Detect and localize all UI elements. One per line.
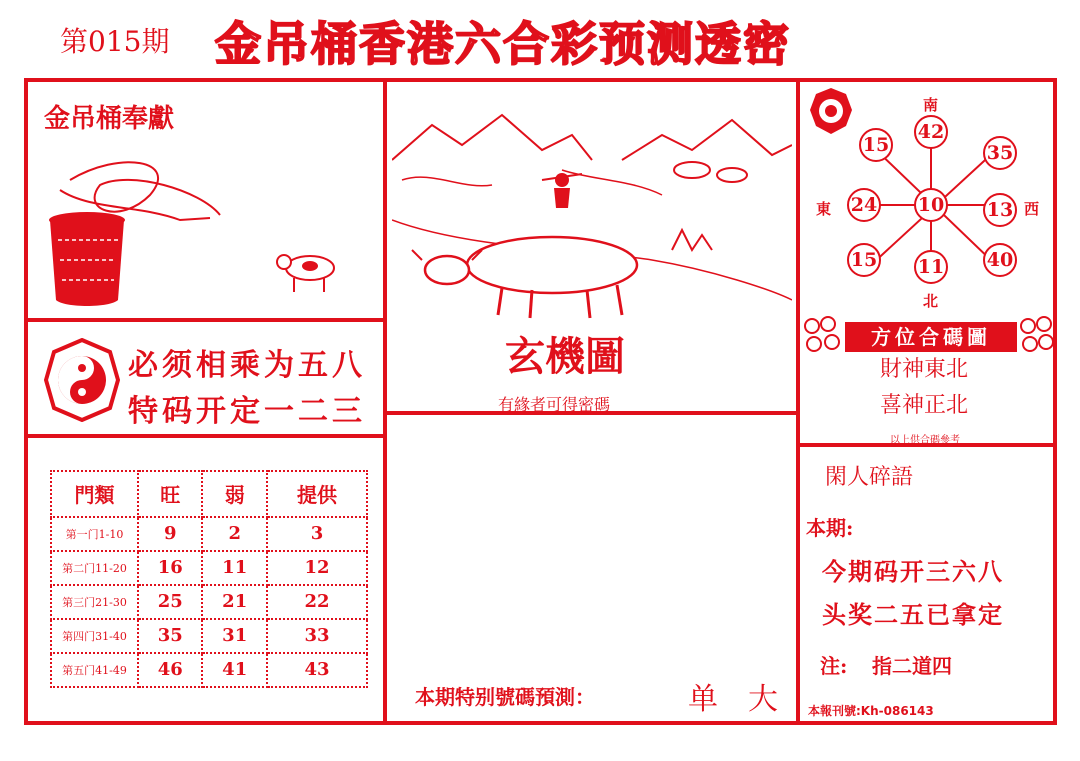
flower-icon xyxy=(800,314,848,358)
row-label: 第一门1-10 xyxy=(51,517,138,551)
cell-wang: 16 xyxy=(138,551,202,585)
compass-num-center: 10 xyxy=(914,188,948,222)
divider-left-1 xyxy=(26,318,385,322)
yin-yang-icon xyxy=(44,338,120,422)
compass-num-bottom: 11 xyxy=(914,250,948,284)
table-row xyxy=(51,517,367,551)
compass-north: 北 xyxy=(923,292,939,310)
note-label: 注: xyxy=(820,654,848,678)
table-header: 弱 xyxy=(202,471,266,517)
compass-west: 西 xyxy=(1024,200,1040,218)
cell-tigong: 43 xyxy=(267,653,367,687)
cell-tigong: 33 xyxy=(267,619,367,653)
compass-num-top-left: 15 xyxy=(859,128,893,162)
note-value: 指二道四 xyxy=(872,654,952,678)
compass-num-bottom-right: 40 xyxy=(983,243,1017,277)
table-header: 旺 xyxy=(138,471,202,517)
row-label: 第五门41-49 xyxy=(51,653,138,687)
table-header: 提供 xyxy=(267,471,367,517)
landscape-illustration xyxy=(392,100,792,320)
compass-east: 東 xyxy=(816,200,832,218)
benqi-label: 本期: xyxy=(806,516,854,540)
cell-wang: 35 xyxy=(138,619,202,653)
row-label: 第三门21-30 xyxy=(51,585,138,619)
page-title: 金吊桶香港六合彩预测透密 xyxy=(215,17,791,71)
row-label: 第四门31-40 xyxy=(51,619,138,653)
compass-num-left: 24 xyxy=(847,188,881,222)
row-label: 第二门11-20 xyxy=(51,551,138,585)
divider-left-2 xyxy=(26,434,385,438)
table-header: 門類 xyxy=(51,471,138,517)
xishen-text: 喜神正北 xyxy=(880,393,969,418)
special-number-values: 单大 xyxy=(688,682,808,717)
fangwei-title: 方位合碼圖 xyxy=(845,322,1017,352)
flower-icon xyxy=(1016,314,1060,358)
door-table xyxy=(50,470,368,688)
compass-num-bottom-left: 15 xyxy=(847,243,881,277)
tip-line-1: 今期码开三六八 xyxy=(822,557,1004,586)
cell-tigong: 3 xyxy=(267,517,367,551)
cell-ruo: 41 xyxy=(202,653,266,687)
compass-num-top-right: 35 xyxy=(983,136,1017,170)
cell-tigong: 12 xyxy=(267,551,367,585)
bucket-illustration xyxy=(40,150,380,315)
compass-num-top: 42 xyxy=(914,115,948,149)
picture-subtitle: 有緣者可得密碼 xyxy=(498,395,611,414)
tip-line-2: 头奖二五已拿定 xyxy=(822,600,1004,629)
divider-right xyxy=(796,80,800,723)
verse-line-1: 必须相乘为五八 xyxy=(128,348,366,383)
xianren-title: 閑人碎語 xyxy=(825,465,914,490)
cell-ruo: 31 xyxy=(202,619,266,653)
table-header-row xyxy=(51,471,367,517)
cell-ruo: 2 xyxy=(202,517,266,551)
compass-num-right: 13 xyxy=(983,193,1017,227)
divider-left xyxy=(383,80,387,723)
cell-wang: 9 xyxy=(138,517,202,551)
compass-south: 南 xyxy=(923,96,939,114)
table-row xyxy=(51,653,367,687)
picture-title: 玄機圖 xyxy=(505,333,625,380)
table-row xyxy=(51,551,367,585)
table-row xyxy=(51,585,367,619)
table-row xyxy=(51,619,367,653)
cell-tigong: 22 xyxy=(267,585,367,619)
issue-number: 第015期 xyxy=(60,25,170,58)
caishen-text: 財神東北 xyxy=(880,357,969,382)
cell-wang: 25 xyxy=(138,585,202,619)
cell-wang: 46 xyxy=(138,653,202,687)
cell-ruo: 21 xyxy=(202,585,266,619)
paper-number: 本報刊號:Kh-086143 xyxy=(808,704,934,718)
special-number-label: 本期特别號碼預測： xyxy=(415,685,595,709)
verse-line-2: 特码开定一二三 xyxy=(128,394,366,429)
sponsor-label: 金吊桶奉獻 xyxy=(44,104,175,134)
cell-ruo: 11 xyxy=(202,551,266,585)
fangwei-note: 以上供合碼參考 xyxy=(890,435,960,446)
